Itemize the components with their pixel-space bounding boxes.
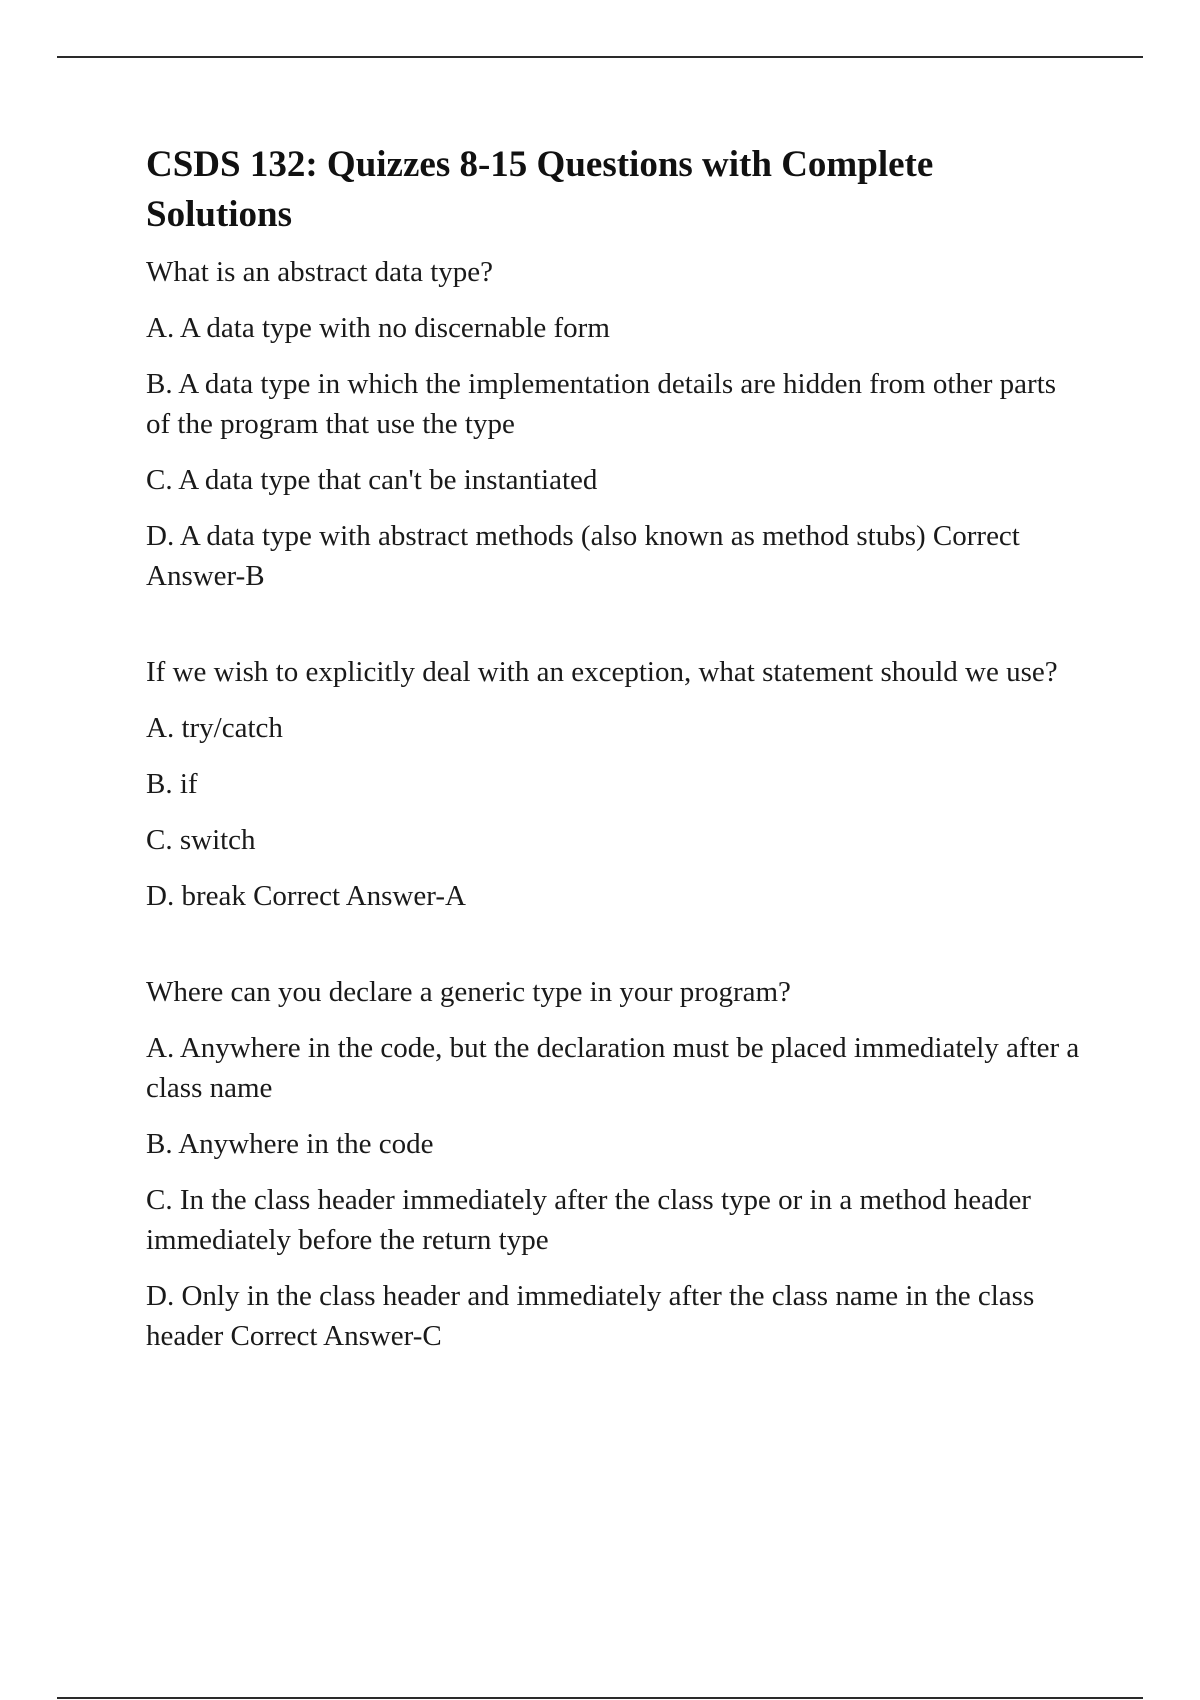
document-title: CSDS 132: Quizzes 8-15 Questions with Complete Solutions <box>146 144 934 235</box>
answer-option: A. A data type with no discernable form <box>146 312 610 344</box>
answer-option: B. Anywhere in the code <box>146 1128 434 1160</box>
answer-option: B. if <box>146 768 198 800</box>
question-text: What is an abstract data type? <box>146 256 494 288</box>
answer-option-with-correct-answer: D. A data type with abstract methods (also known as method stubs) Correct Answer-B <box>146 520 1020 592</box>
question-text: If we wish to explicitly deal with an exception, what statement should we use? <box>146 656 1058 688</box>
answer-option-with-correct-answer: D. Only in the class header and immediately after the class name in the class header Correct Answer-C <box>146 1280 1035 1352</box>
answer-option: C. A data type that can't be instantiated <box>146 464 598 496</box>
answer-option: C. switch <box>146 824 256 856</box>
document-body <box>146 140 1086 1372</box>
question-block-3 <box>146 972 1086 1356</box>
answer-option: A. Anywhere in the code, but the declaration must be placed immediately after a class name <box>146 1032 1080 1104</box>
answer-option: A. try/catch <box>146 712 283 744</box>
top-divider <box>57 56 1143 58</box>
answer-option: B. A data type in which the implementation details are hidden from other parts of the program that use the type <box>146 368 1057 440</box>
answer-option-with-correct-answer: D. break Correct Answer-A <box>146 880 466 912</box>
question-block-2 <box>146 652 1086 916</box>
answer-option: C. In the class header immediately after the class type or in a method header immediately before the return type <box>146 1184 1031 1256</box>
question-text: Where can you declare a generic type in your program? <box>146 976 791 1008</box>
bottom-divider <box>57 1697 1143 1699</box>
question-block-1 <box>146 252 1086 596</box>
